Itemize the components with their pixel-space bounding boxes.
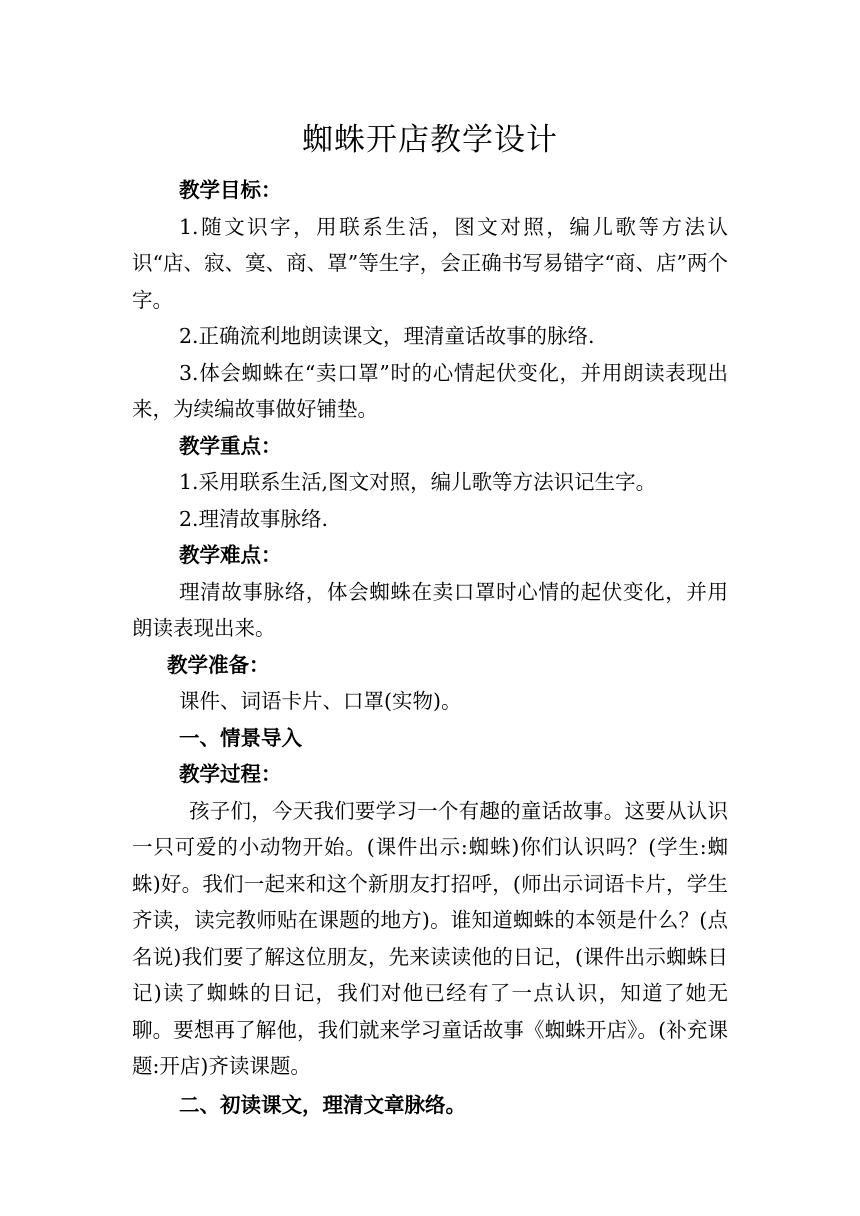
preparation-text: 课件、词语卡片、口罩(实物)。 (179, 689, 462, 713)
objective-1: 1.随文识字，用联系生活，图文对照，编儿歌等方法认识“店、寂、寞、商、罩”等生字，会正确书写易错字“商、店”两个字。 (132, 214, 728, 312)
key-point-2: 2.理清故事脉络. (179, 506, 329, 531)
objectives-heading: 教学目标： (179, 178, 282, 202)
difficulties-heading: 教学难点： (179, 543, 282, 567)
process-text: 孩子们，今天我们要学习一个有趣的童话故事。这要从认识一只可爱的小动物开始。(课件出示:蜘蛛)你们认识吗？(学生:蜘蛛)好。我们一起来和这个新朋友打招呼，(师出示词语卡片，学生齐读，读完教师贴在课题的地方)。谁知道蜘蛛的本领是什么？(点名说)我们要了解这位朋友，先来读读他的日记，(课件出示蜘蛛日记)读了蜘蛛的日记，我们对他已经有了一点认识，知道了她无聊。要想再了解他，我们就来学习童话故事《蜘蛛开店》。(补充课题:开店)齐读课题。 (132, 798, 728, 1078)
difficulty-text: 理清故事脉络，体会蜘蛛在卖口罩时心情的起伏变化，并用朗读表现出来。 (132, 579, 728, 640)
process-heading: 教学过程： (179, 762, 282, 786)
objective-3: 3.体会蜘蛛在“卖口罩”时的心情起伏变化，并用朗读表现出来，为续编故事做好铺垫。 (132, 360, 728, 421)
preparation-heading: 教学准备： (167, 652, 270, 677)
objective-2: 2.正确流利地朗读课文，理清童话故事的脉络. (179, 324, 595, 348)
key-point-1: 1.采用联系生活,图文对照，编儿歌等方法识记生字。 (179, 470, 657, 494)
section-1-heading: 一、情景导入 (179, 725, 302, 750)
document-title: 蜘蛛开店教学设计 (302, 122, 558, 158)
section-2-heading: 二、初读课文，理清文章脉络。 (179, 1092, 466, 1117)
key-points-heading: 教学重点： (179, 433, 282, 458)
document-body (132, 172, 728, 1123)
